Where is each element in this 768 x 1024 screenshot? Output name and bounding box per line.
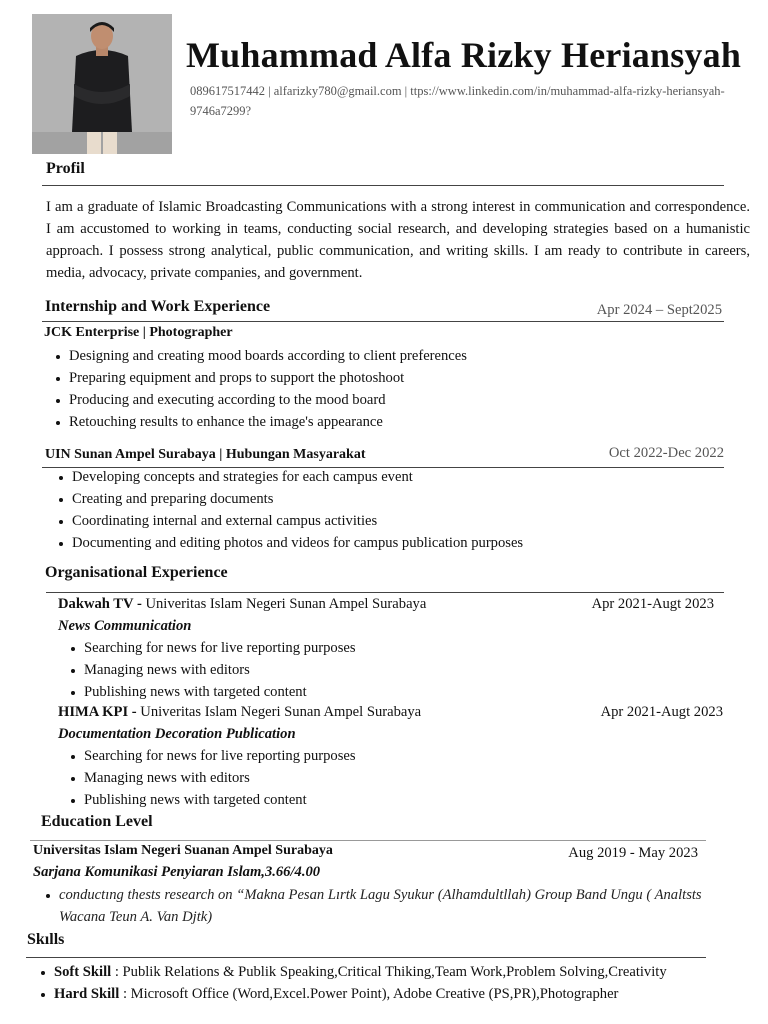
list-item-hard-skill: [54, 983, 667, 1005]
education-school: Universitas Islam Negeri Suanan Ampel Surabaya: [33, 843, 333, 858]
list-item: Creating and preparing documents: [72, 488, 523, 510]
soft-skill-text: : Publik Relations & Publik Speaking,Critical Thiking,Team Work,Problem Solving,Creativity: [111, 964, 667, 980]
job-date: Apr 2024 – Sept2025: [596, 302, 722, 318]
list-item: Publishing news with targeted content: [84, 681, 356, 703]
list-item: Searching for news for live reporting purposes: [84, 637, 356, 659]
list-item: Managing news with editors: [84, 767, 356, 789]
divider: [30, 840, 706, 841]
hard-skill-text: : Microsoft Office (Word,Excel.Power Point), Adobe Creative (PS,PR),Photographer: [119, 986, 619, 1002]
list-item-soft-skill: [54, 961, 667, 983]
org-date: Apr 2021-Augt 2023: [591, 596, 714, 612]
candidate-name: Muhammad Alfa Rizky Heriansyah: [186, 35, 742, 75]
list-item: Managing news with editors: [84, 659, 356, 681]
list-item: conductıng thests research on “Makna Pesan Lırtk Lagu Syukur (Alhamdultllah) Group Band Ungu ( Analtsts Wacana Teun A. Van Djtk): [59, 884, 725, 928]
org-name: Dakwah TV -: [58, 596, 142, 612]
org-entry-title: [58, 704, 421, 721]
org-institution: Univeritas Islam Negeri Sunan Ampel Surabaya: [141, 596, 427, 612]
profile-text: I am a graduate of Islamic Broadcasting Communications with a strong interest in communication and correspondence. I am accustomed to working in teams, conducting social research, and developing strategies based on a humanistic approach. I possess strong analytical, public communication, and writing skills. I am ready to contribute in careers, media, advocacy, private companies, and government.: [46, 199, 750, 281]
org-name: HIMA KPI -: [58, 704, 137, 720]
list-item: Documenting and editing photos and videos for campus publication purposes: [72, 532, 523, 554]
soft-skill-label: Soft Skill: [54, 964, 112, 980]
section-title-skills: Skılls: [27, 931, 65, 948]
org-role: News Communication: [58, 618, 192, 634]
list-item: Developing concepts and strategies for each campus event: [72, 466, 523, 488]
profile-photo: [32, 14, 172, 154]
section-title-education: Education Level: [41, 813, 153, 830]
education-desc-list: [59, 884, 725, 928]
skills-list: [54, 961, 667, 1005]
org-date: Apr 2021-Augt 2023: [600, 704, 723, 720]
section-title-organisation: Organisational Experience: [45, 564, 228, 581]
divider: [46, 592, 724, 593]
job-org: UIN Sunan Ampel Surabaya | Hubungan Masyarakat: [45, 447, 366, 462]
org-role: Documentation Decoration Publication: [58, 726, 296, 742]
list-item: Designing and creating mood boards according to client preferences: [69, 345, 467, 367]
job-duties-list: [69, 345, 467, 433]
contact-info: 089617517442 | alfarizky780@gmail.com | ttps://www.linkedin.com/in/muhammad-alfa-rizky-heriansyah-9746a7299?: [190, 84, 725, 118]
org-duties-list: [84, 637, 356, 703]
list-item: Publishing news with targeted content: [84, 789, 356, 811]
org-duties-list: [84, 745, 356, 811]
list-item: Searching for news for live reporting purposes: [84, 745, 356, 767]
person-photo-illustration: [32, 14, 172, 154]
divider: [42, 185, 724, 186]
list-item: Retouching results to enhance the image's appearance: [69, 411, 467, 433]
list-item: Preparing equipment and props to support the photoshoot: [69, 367, 467, 389]
section-title-work: Internship and Work Experience: [45, 298, 271, 315]
org-institution: Univeritas Islam Negeri Sunan Ampel Surabaya: [136, 704, 422, 720]
job-duties-list: [72, 466, 523, 554]
job-org: JCK Enterprise | Photographer: [44, 325, 233, 340]
job-date: Oct 2022-Dec 2022: [608, 445, 724, 461]
education-date: Aug 2019 - May 2023: [568, 845, 698, 861]
divider: [26, 957, 706, 958]
section-title-profile: Profil: [46, 160, 85, 177]
hard-skill-label: Hard Skill: [54, 986, 120, 1002]
list-item: Coordinating internal and external campus activities: [72, 510, 523, 532]
divider: [42, 321, 724, 322]
education-degree: Sarjana Komunikasi Penyiaran Islam,3.66/4.00: [33, 864, 321, 880]
list-item: Producing and executing according to the mood board: [69, 389, 467, 411]
org-entry-title: [58, 596, 426, 613]
